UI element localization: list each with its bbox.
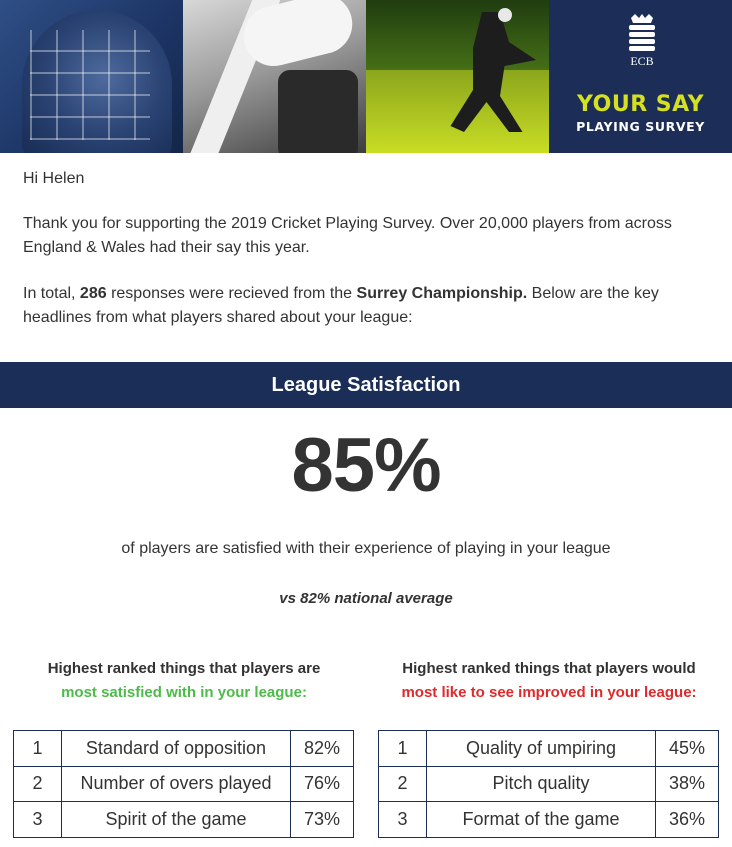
percent-cell: 36% [656,802,719,838]
ball-image [498,8,512,22]
responses-prefix: In total, [23,285,80,302]
survey-brand-panel [549,0,732,153]
responses-count: 286 [79,285,107,302]
table-row [14,731,354,767]
item-cell: Spirit of the game [62,802,291,838]
rank-cell: 2 [379,766,427,802]
improve-heading-line1: Highest ranked things that players would [402,660,696,677]
table-row [14,802,354,838]
improve-table [378,730,719,838]
playing-survey-subtitle: PLAYING SURVEY [576,119,705,134]
pad-image [278,70,358,153]
satisfied-table [13,730,354,838]
ecb-crest-logo [625,14,659,68]
greeting: Hi Helen [23,170,85,187]
rank-cell: 3 [379,802,427,838]
table-row [379,766,719,802]
improve-heading [379,657,719,705]
section-title-bar: League Satisfaction [0,362,732,408]
intro-paragraph: Thank you for supporting the 2019 Cricket Playing Survey. Over 20,000 players from across England & Wales had their say this year. [23,215,672,256]
rank-cell: 1 [14,731,62,767]
satisfied-heading-line2: most satisfied with in your league: [61,684,307,701]
svg-text:ECB: ECB [630,54,654,68]
table-row [379,731,719,767]
percent-cell: 76% [291,766,354,802]
league-name: Surrey Championship. [356,285,528,302]
banner-photo-batsman [0,0,183,153]
item-cell: Format of the game [427,802,656,838]
banner-photo-fielder [366,0,549,153]
banner-photo-wicketkeeper [183,0,366,153]
percent-cell: 45% [656,731,719,767]
rank-cell: 2 [14,766,62,802]
percent-cell: 73% [291,802,354,838]
satisfaction-percentage: 85% [291,423,441,508]
table-row [379,802,719,838]
item-cell: Number of overs played [62,766,291,802]
improve-heading-line2: most like to see improved in your league: [401,684,697,701]
table-row [14,766,354,802]
satisfaction-description: of players are satisfied with their experience of playing in your league [121,540,611,557]
glove-image [237,0,358,72]
item-cell: Quality of umpiring [427,731,656,767]
satisfied-heading-line1: Highest ranked things that players are [47,660,321,677]
percent-cell: 82% [291,731,354,767]
national-average: vs 82% national average [279,590,453,607]
responses-mid: responses were recieved from the [106,285,357,302]
item-cell: Standard of opposition [62,731,291,767]
rank-cell: 3 [14,802,62,838]
rank-cell: 1 [379,731,427,767]
your-say-title: YOUR SAY [576,92,704,117]
header-banner [0,0,732,153]
item-cell: Pitch quality [427,766,656,802]
percent-cell: 38% [656,766,719,802]
responses-paragraph [23,282,713,330]
responses-suffix: Below are the key headlines from what players shared about your league: [23,285,659,326]
satisfied-heading [14,657,354,705]
helmet-grille-image [30,30,150,140]
